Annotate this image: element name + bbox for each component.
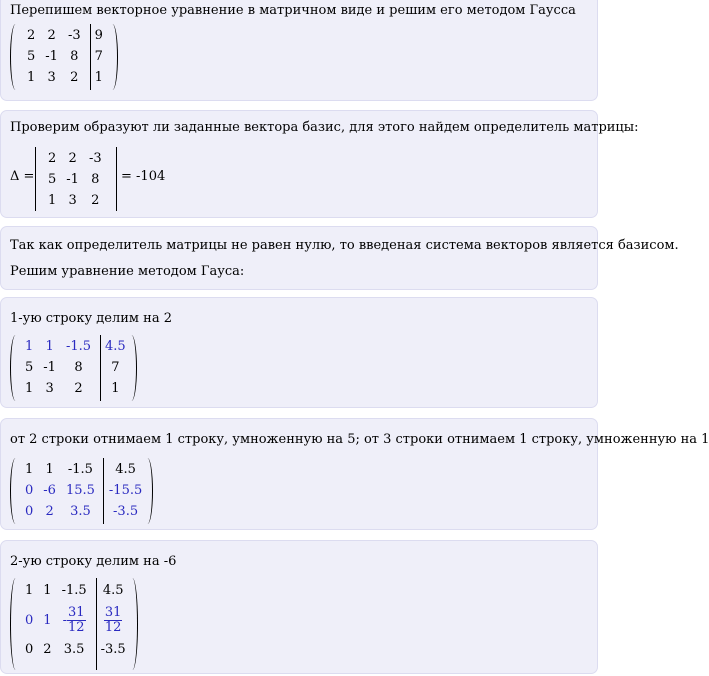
step-block-rewrite	[0, 0, 598, 101]
matrix-cell: 3	[45, 381, 54, 396]
matrix-cell: 0	[25, 642, 34, 657]
matrix-cell: -3.5	[100, 642, 126, 657]
matrix-cell: -6	[43, 483, 56, 498]
augmented-matrix	[10, 24, 118, 90]
determinant-result: = -104	[121, 169, 166, 184]
matrix-cell: 1	[45, 339, 54, 354]
augmented-matrix	[10, 578, 138, 670]
augmented-matrix	[10, 335, 137, 401]
matrix-cell: 2	[48, 151, 57, 166]
matrix-cell: 1	[25, 381, 34, 396]
matrix-cell: 8	[74, 360, 83, 375]
step-block-determinant	[0, 110, 639, 218]
matrix-cell	[57, 601, 92, 639]
matrix-cell: 1	[45, 462, 54, 477]
matrix-cell: 1	[111, 381, 120, 396]
matrix-cell: 2	[47, 28, 56, 43]
matrix-cell: 0	[25, 612, 34, 628]
matrix-cell	[92, 601, 131, 639]
matrix-cell: 3	[68, 193, 77, 208]
matrix-cell: -1	[43, 360, 56, 375]
step-text: 1-ую строку делим на 2	[10, 311, 172, 326]
fraction	[104, 606, 123, 635]
matrix-cell: -1.5	[67, 462, 93, 477]
matrix-cell: 2	[27, 28, 36, 43]
matrix-cell: -1	[45, 49, 58, 64]
matrix-cell: 2	[68, 151, 77, 166]
matrix-cell: 2	[91, 193, 100, 208]
step-text: от 2 строки отнимаем 1 строку, умноженную на 5; от 3 строки отнимаем 1 строку, умноженную на 1	[10, 432, 709, 447]
fraction-denominator: 12	[104, 619, 122, 635]
matrix-cell: 0	[25, 504, 34, 519]
matrix-cell: -1.5	[65, 339, 92, 354]
fraction-numerator: 31	[104, 604, 122, 620]
matrix-cell: 1	[25, 583, 34, 598]
matrix-cell: 2	[43, 642, 52, 657]
matrix-cell: 8	[91, 172, 100, 187]
matrix-cell: 2	[74, 381, 83, 396]
matrix-cell: 2	[70, 70, 79, 85]
fraction	[67, 606, 86, 635]
method-text: Решим уравнение методом Гауса:	[10, 264, 245, 279]
matrix-cell: 1	[48, 193, 57, 208]
delta-symbol: Δ =	[10, 169, 35, 184]
matrix-cell: -3	[88, 151, 102, 166]
matrix-cell: -3	[67, 28, 81, 43]
matrix-cell: 2	[45, 504, 54, 519]
matrix-cell: 3.5	[70, 504, 91, 519]
matrix-cell: 3	[47, 70, 56, 85]
matrix-cell: 5	[48, 172, 57, 187]
matrix-cell: 7	[111, 360, 120, 375]
matrix-cell: 1	[94, 70, 103, 85]
step-block-conclusion	[0, 226, 679, 290]
matrix-cell: -1	[66, 172, 79, 187]
matrix-cell: -15.5	[108, 483, 143, 498]
matrix-cell: 7	[94, 49, 103, 64]
matrix-cell: 5	[25, 360, 34, 375]
matrix-cell: -1.5	[61, 583, 87, 598]
matrix-cell: 0	[25, 483, 34, 498]
matrix-cell: 3.5	[63, 642, 85, 657]
matrix-cell: 1	[25, 462, 34, 477]
fraction-denominator: 12	[68, 619, 85, 635]
fraction-numerator: 31	[68, 604, 85, 620]
matrix-cell: 4.5	[115, 462, 136, 477]
matrix-cell: 4.5	[105, 339, 126, 354]
matrix-cell: 5	[27, 49, 36, 64]
matrix-cell: 1	[43, 612, 52, 628]
step-block-divide-row1	[0, 297, 598, 408]
step-block-subtract-rows	[0, 418, 709, 530]
conclusion-text: Так как определитель матрицы не равен нулю, то введеная система векторов является базисом.	[10, 238, 679, 253]
determinant-matrix	[35, 147, 117, 211]
matrix-cell: 1	[27, 70, 36, 85]
matrix-cell: 15.5	[65, 483, 95, 498]
step-block-divide-row2	[0, 540, 598, 674]
matrix-cell: 1	[43, 583, 52, 598]
minus-sign: -	[62, 612, 68, 628]
matrix-cell: 1	[25, 339, 34, 354]
matrix-cell: 9	[94, 28, 103, 43]
step-text: Перепишем векторное уравнение в матричном виде и решим его методом Гаусса	[10, 3, 576, 18]
augmented-matrix	[10, 458, 153, 524]
matrix-cell: 4.5	[102, 583, 124, 598]
matrix-cell: 8	[70, 49, 79, 64]
step-text: 2-ую строку делим на -6	[10, 554, 177, 569]
matrix-cell: -3.5	[113, 504, 139, 519]
step-text: Проверим образуют ли заданные вектора базис, для этого найдем определитель матрицы:	[10, 120, 639, 135]
